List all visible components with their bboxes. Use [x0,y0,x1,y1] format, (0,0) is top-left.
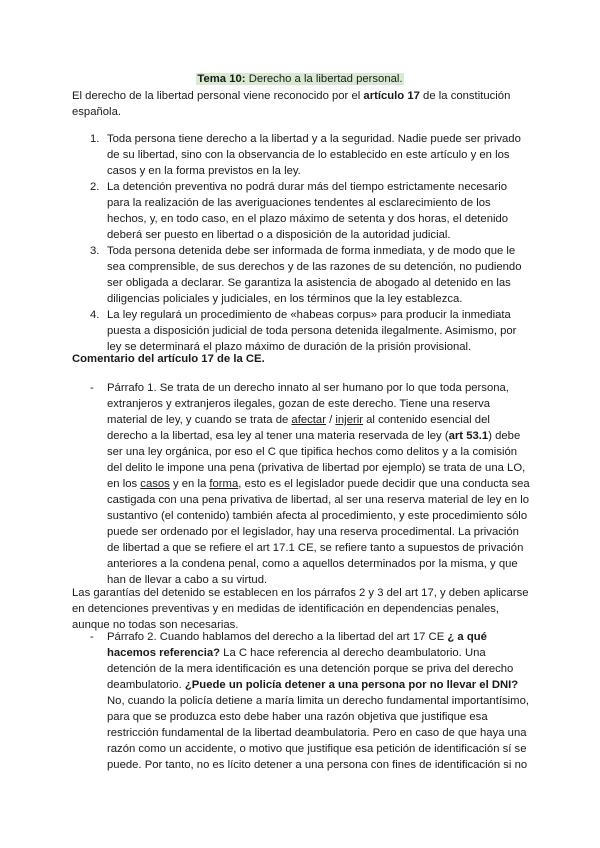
intro-text-end: de la constitución española. [72,90,511,118]
list-item [90,380,532,588]
intro-paragraph [72,88,532,120]
list-item-text: Toda persona tiene derecho a la libertad y a la seguridad. Nadie puede ser privado de su libertad, sino con la observancia de lo establecido en este artículo y en los casos y en la forma previstos en la ley. [107,133,521,177]
list-item [90,243,532,307]
text-run: Párrafo 2. Cuando hablamos del derecho a la libertad del art 17 CE [107,631,448,643]
text-run: y en la [169,478,210,490]
list-item-text: Toda persona detenida debe ser informada de forma inmediata, y de modo que le sea comprensible, de sus derechos y de las razones de su detención, no pudiendo ser obligada a declarar. Se garantiza la asistencia de abogado al detenido en las diligencias policiales y judiciales, en los términos que la ley establezca. [107,245,522,305]
list-number: 2. [90,181,100,193]
article-17-list [90,131,532,355]
underlined-text: injerir [335,414,364,426]
page-title [0,71,600,87]
comment-list [90,380,532,588]
underlined-text: forma [209,478,239,490]
list-number: 4. [90,309,100,321]
underlined-text: afectar [291,414,326,426]
list-item [90,179,532,243]
text-run: La C hace referencia al derecho deambulatorio. Una detención de la mera identificación es una detención porque se priva del derecho deambulatorio. [107,647,514,691]
text-run: , esto es el legislador puede decidir que una conducta sea castigada con una pena privativa de libertad, al ser una reserva material de ley en lo sustantivo (el contenido) también afecta al procedimiento, y este procedimiento sólo puede ser ordenado por el legislador, hay una reserva procedimental. La privación de libertad a que se refiere el art 17.1 CE, se refiere tanto a supuestos de privación anteriores a la condena penal, como a aquellos determinados por la misma, y que han de llevar a cabo a su virtud. [107,478,530,586]
dash-bullet: - [90,631,94,643]
title-text: Derecho a la libertad personal. [245,73,403,85]
list-number: 1. [90,133,100,145]
list-item [90,629,532,773]
comment-list [90,629,532,773]
text-run: al contenido esencial del derecho a la libertad, esa ley al tener una materia reservada de ley ( [107,414,490,442]
text-run: ) debe ser una ley orgánica, por eso el C que tipifica hechos como delitos y a la comisión del delito le impone una pena (privativa de libertad por ejemplo) se trata de una LO, en los [107,430,526,490]
list-item [90,307,532,355]
list-item-text: La ley regulará un procedimiento de «habeas corpus» para producir la inmediata puesta a disposición judicial de toda persona detenida ilegalmente. Asimismo, por ley se determinará el plazo máximo de duración de la prisión provisional. [107,309,517,353]
intro-article-ref: artículo 17 [363,90,420,102]
text-run: No, cuando la policía detiene a maría limita un derecho fundamental importantísimo, para que se produzca esto debe haber una razón objetiva que justifique esa restricción fundamental de la libertad deambulatoria. Pero en caso de que haya una razón como un accidente, o motivo que justifique esa petición de identificación sí se puede. Por tanto, no es lícito detener a una persona con fines de identificación si no [107,695,529,771]
text-run: / [325,414,336,426]
list-item [90,131,532,179]
text-run: Párrafo 1. Se trata de un derecho innato al ser humano por lo que toda persona, extranjeros y extranjeros ilegales, gozan de este derecho. Tiene una reserva material de ley, y cuando se trata de [107,382,509,426]
underlined-text: casos [140,478,170,490]
title-label: Tema 10: [197,73,246,85]
list-number: 3. [90,245,100,257]
dash-bullet: - [90,382,94,394]
bold-question: ¿Puede un policía detener a una persona por no llevar el DNI? [184,679,519,691]
section-heading: Comentario del artículo 17 de la CE. [72,353,265,365]
list-item-text: La detención preventiva no podrá durar más del tiempo estrictamente necesario para la realización de las averiguaciones tendentes al esclarecimiento de los hechos, y, en todo caso, en el plazo máximo de setenta y dos horas, el detenido deberá ser puesto en libertad o a disposición de la autoridad judicial. [107,181,509,241]
bold-question: ¿ a qué hacemos referencia? [107,631,487,659]
intro-text: El derecho de la libertad personal viene reconocido por el [72,90,364,102]
bold-reference: art 53.1 [448,430,489,442]
title-highlight [196,73,403,85]
guarantees-paragraph: Las garantías del detenido se establecen en los párrafos 2 y 3 del art 17, y deben aplicarse en detenciones preventivas y en medidas de identificación en dependencias penales, aunque no todas son necesarias. [72,587,529,631]
